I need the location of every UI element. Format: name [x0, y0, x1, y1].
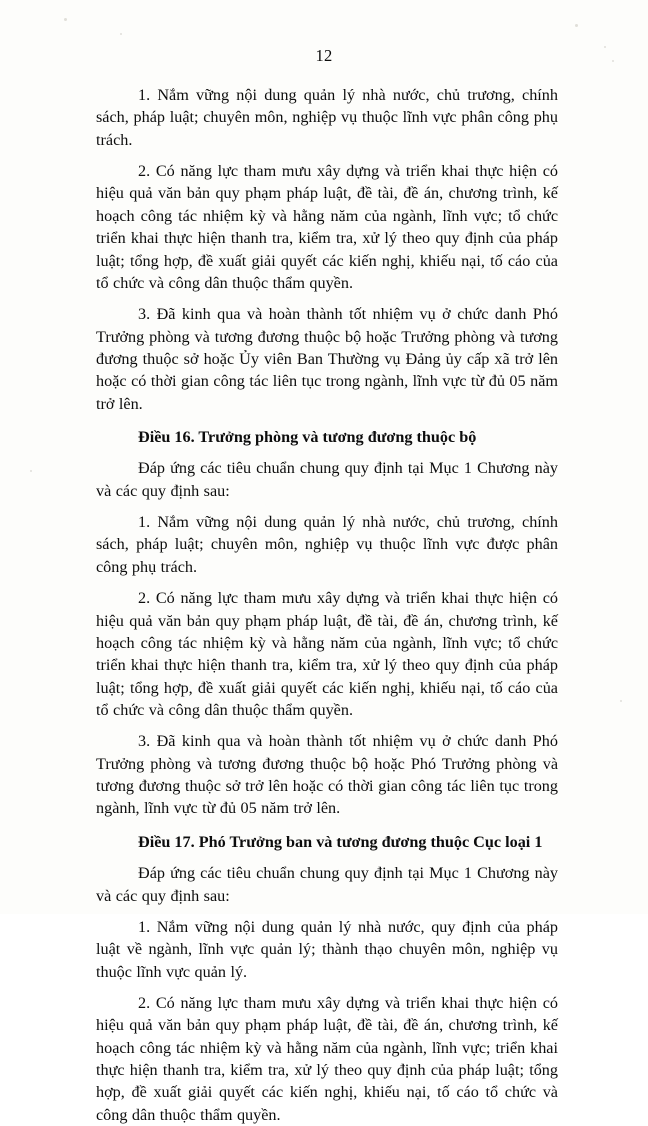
scan-speck — [120, 33, 122, 35]
section-heading: Điều 16. Trưởng phòng và tương đương thuộc bộ — [138, 428, 477, 447]
paragraph: 2. Có năng lực tham mưu xây dựng và triển khai thực hiện có hiệu quả văn bản quy phạm pháp luật, đề tài, đề án, chương trình, kế hoạch công tác nhiệm kỳ và hằng năm của ngành, lĩnh vực; tổ chức triển khai thực hiện thanh tra, kiểm tra, xử lý theo quy định của pháp luật; tổng hợp, đề xuất giải quyết các kiến nghị, khiếu nại, tố cáo của tổ chức và công dân thuộc thẩm quyền. — [96, 589, 558, 719]
paragraph: 1. Nắm vững nội dung quản lý nhà nước, chủ trương, chính sách, pháp luật; chuyên môn, nghiệp vụ thuộc lĩnh vực phân công phụ trách. — [96, 86, 558, 149]
scan-speck — [575, 24, 578, 27]
paragraph: 3. Đã kinh qua và hoàn thành tốt nhiệm vụ ở chức danh Phó Trưởng phòng và tương đương thuộc bộ hoặc Phó Trưởng phòng và tương đương thuộc sở trở lên hoặc có thời gian công tác liên tục trong ngành, lĩnh vực từ đủ 05 năm trở lên. — [96, 732, 558, 818]
scan-speck — [620, 700, 622, 702]
paragraph: 2. Có năng lực tham mưu xây dựng và triển khai thực hiện có hiệu quả văn bản quy phạm pháp luật, đề tài, đề án, chương trình, kế hoạch công tác nhiệm kỳ và hằng năm của ngành, lĩnh vực; triển khai thực hiện thanh tra, kiểm tra, xử lý theo quy định của pháp luật; tổng hợp, đề xuất giải quyết các kiến nghị, khiếu nại, tố cáo tổ chức và công dân thuộc thẩm quyền. — [96, 993, 558, 1124]
document-body — [96, 84, 558, 1126]
section-heading: Điều 17. Phó Trưởng ban và tương đương thuộc Cục loại 1 — [138, 832, 543, 851]
paragraph: 1. Nắm vững nội dung quản lý nhà nước, quy định của pháp luật về ngành, lĩnh vực quản lý; thành thạo chuyên môn, nghiệp vụ thuộc lĩnh vực quản lý. — [96, 917, 558, 981]
page-number: 12 — [315, 46, 333, 65]
paragraph: 1. Nắm vững nội dung quản lý nhà nước, chủ trương, chính sách, pháp luật; chuyên môn, nghiệp vụ thuộc lĩnh vực được phân công phụ trách. — [96, 513, 558, 576]
paragraph: 3. Đã kinh qua và hoàn thành tốt nhiệm vụ ở chức danh Phó Trưởng phòng và tương đương thuộc bộ hoặc Trưởng phòng và tương đương thuộc sở hoặc Ủy viên Ban Thường vụ Đảng ủy cấp xã trở lên hoặc có thời gian công tác liên tục trong ngành, lĩnh vực từ đủ 05 năm trở lên. — [96, 305, 558, 413]
scan-speck — [30, 470, 32, 472]
scan-speck — [64, 18, 67, 21]
paragraph: Đáp ứng các tiêu chuẩn chung quy định tại Mục 1 Chương này và các quy định sau: — [96, 459, 558, 500]
paragraph: Đáp ứng các tiêu chuẩn chung quy định tại Mục 1 Chương này và các quy định sau: — [96, 864, 558, 905]
paragraph: 2. Có năng lực tham mưu xây dựng và triển khai thực hiện có hiệu quả văn bản quy phạm pháp luật, đề tài, đề án, chương trình, kế hoạch công tác nhiệm kỳ và hằng năm của ngành, lĩnh vực; tổ chức triển khai thực hiện thanh tra, kiểm tra, xử lý theo quy định của pháp luật; tổng hợp, đề xuất giải quyết các kiến nghị, khiếu nại, tố cáo của tổ chức và công dân thuộc thẩm quyền. — [96, 162, 558, 292]
